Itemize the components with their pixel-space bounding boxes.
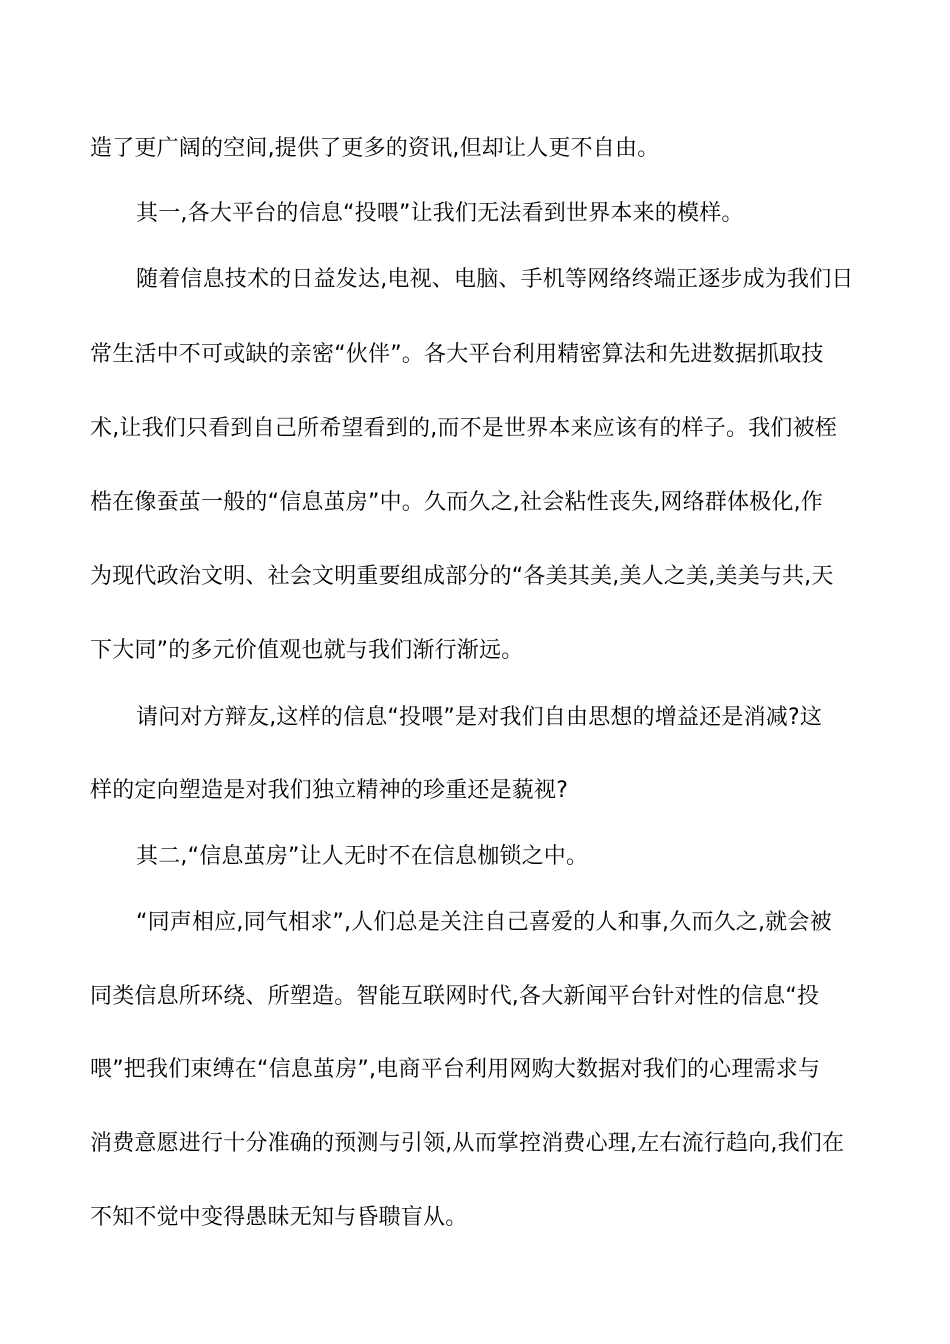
text-line: 其一,各大平台的信息“投喂”让我们无法看到世界本来的模样。 [136,201,744,226]
text-line: 随着信息技术的日益发达,电视、电脑、手机等网络终端正逐步成为我们日 [136,267,854,292]
text-line: 其二,“信息茧房”让人无时不在信息枷锁之中。 [136,844,589,869]
text-line: 消费意愿进行十分准确的预测与引领,从而掌控消费心理,左右流行趋向,我们在 [90,1131,845,1156]
text-line: 样的定向塑造是对我们独立精神的珍重还是藐视? [90,778,569,803]
text-line: 为现代政治文明、社会文明重要组成部分的“各美其美,美人之美,美美与共,天 [90,564,834,589]
text-line: 常生活中不可或缺的亲密“伙伴”。各大平台利用精密算法和先进数据抓取技 [90,342,824,367]
text-line: 请问对方辩友,这样的信息“投喂”是对我们自由思想的增益还是消减?这 [136,705,823,730]
text-line: 不知不觉中变得愚昧无知与昏聩盲从。 [90,1205,468,1230]
text-line: 同类信息所环绕、所塑造。智能互联网时代,各大新闻平台针对性的信息“投 [90,984,820,1009]
text-line: “同声相应,同气相求”,人们总是关注自己喜爱的人和事,久而久之,就会被 [136,910,832,935]
text-line: 下大同”的多元价值观也就与我们渐行渐远。 [90,638,524,663]
text-line: 梏在像蚕茧一般的“信息茧房”中。久而久之,社会粘性丧失,网络群体极化,作 [90,490,823,515]
text-line: 造了更广阔的空间,提供了更多的资讯,但却让人更不自由。 [90,136,660,161]
text-line: 术,让我们只看到自己所希望看到的,而不是世界本来应该有的样子。我们被桎 [90,416,837,441]
text-line: 喂”把我们束缚在“信息茧房”,电商平台利用网购大数据对我们的心理需求与 [90,1057,821,1082]
